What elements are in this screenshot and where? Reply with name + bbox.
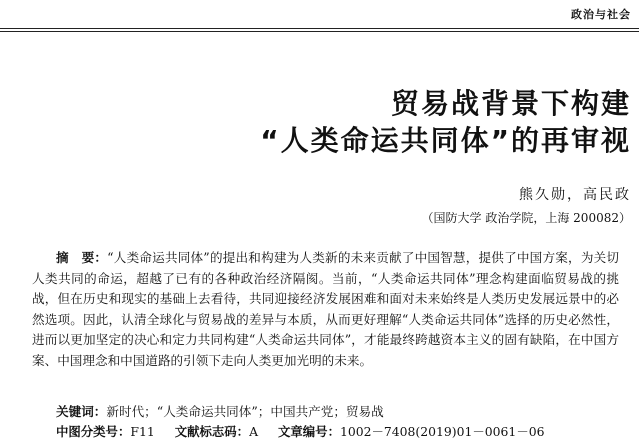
- title-line-2: “人类命运共同体”的再审视: [260, 124, 631, 157]
- keywords: [56, 401, 384, 420]
- header-rule-secondary: [0, 31, 639, 32]
- article-number-value: 1002－7408(2019)01－0061－06: [339, 424, 545, 439]
- authors: 熊久勋，高民政: [519, 187, 631, 203]
- doc-code-label: 文献标志码：: [174, 424, 250, 439]
- title-line-1: 贸易战背景下构建: [390, 87, 631, 120]
- header-rule: [0, 28, 639, 29]
- section-tag: 政治与社会: [571, 8, 631, 21]
- abstract-text: “人类命运共同体”的提出和构建为人类新的未来贡献了中国智慧，提供了中国方案，为关切人类共同的命运，超越了已有的各种政治经济隔阂。当前，“人类命运共同体”理念构建面临贸易战的挑战，但在历史和现实的基础上去看待，共同迎接经济发展困难和面对未来始终是人类历史发展远景中的必然选项。因此，认清全球化与贸易战的差异与本质，从而更好理解“人类命运共同体”选择的历史必然性，进而以更加坚定的决心和定力共同构建“人类命运共同体”，才能最终跨越资本主义的固有缺陷，在中国方案、中国理念和中国道路的引领下走向人类更加光明的未来。: [32, 250, 619, 368]
- keywords-label: 关键词：: [56, 404, 107, 419]
- clc-value: F11: [130, 424, 155, 439]
- abstract: [32, 248, 619, 371]
- doc-code-value: A: [249, 424, 259, 439]
- article-number-label: 文章编号：: [278, 424, 340, 439]
- keywords-text: 新时代；“人类命运共同体”；中国共产党；贸易战: [106, 404, 384, 419]
- clc-label: 中图分类号：: [56, 424, 131, 439]
- classification-line: [56, 422, 544, 440]
- abstract-label: 摘 要：: [56, 250, 108, 265]
- affiliation: （国防大学 政治学院，上海 200082）: [421, 211, 631, 225]
